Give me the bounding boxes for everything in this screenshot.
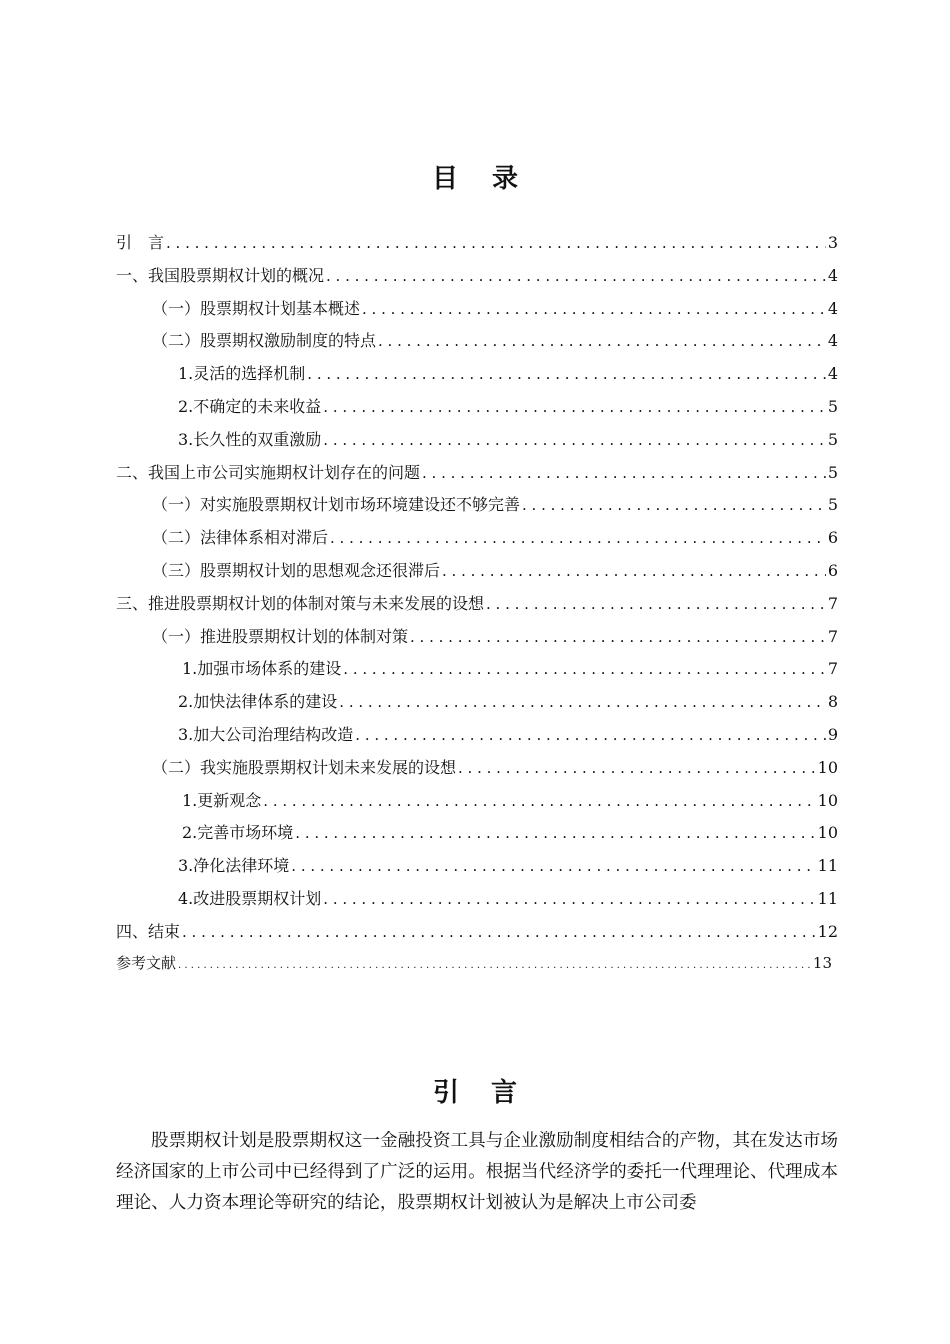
toc-leader-dots <box>323 398 826 416</box>
toc-entry-page: 10 <box>817 823 838 843</box>
toc-entry-text: （二）法律体系相对滞后 <box>152 528 329 548</box>
toc-leader-dots <box>326 267 826 285</box>
toc-entry-chapter-1[interactable] <box>116 263 838 296</box>
toc-entry-3-2-1[interactable] <box>116 788 838 821</box>
toc-title-char-2: 录 <box>492 164 519 194</box>
toc-title <box>0 158 950 195</box>
toc-leader-dots <box>178 960 811 971</box>
toc-entry-page: 9 <box>827 724 838 744</box>
toc-entry-text: 2.不确定的未来收益 <box>178 396 322 416</box>
toc-entry-page: 5 <box>827 462 838 482</box>
toc-entry-text: 1.灵活的选择机制 <box>178 364 306 384</box>
intro-heading <box>0 1072 950 1109</box>
intro-heading-char-1: 引 <box>432 1078 459 1108</box>
toc-entry-1-2-3[interactable] <box>116 427 838 460</box>
toc-entry-text: （一）股票期权计划基本概述 <box>152 298 361 318</box>
toc-entry-3-1-3[interactable] <box>116 722 838 755</box>
toc-leader-dots <box>166 234 826 252</box>
intro-paragraph: 股票期权计划是股票期权这一金融投资工具与企业激励制度相结合的产物，其在发达市场经济国家的上市公司中已经得到了广泛的运用。根据当代经济学的委托一代理理论、代理成本理论、人力资本理论等研究的结论，股票期权计划被认为是解决上市公司委 <box>116 1131 838 1213</box>
toc-entry-chapter-4[interactable] <box>116 919 838 952</box>
toc-entry-page: 13 <box>812 953 832 972</box>
toc-entry-1-1[interactable] <box>116 296 838 329</box>
toc-entry-text: 三、推进股票期权计划的体制对策与未来发展的设想 <box>116 593 485 613</box>
toc-leader-dots <box>362 300 826 318</box>
toc-entry-text: 3.加大公司治理结构改造 <box>178 724 354 744</box>
toc-leader-dots <box>339 693 826 711</box>
toc-entry-page: 3 <box>827 233 838 252</box>
toc-title-char-1: 目 <box>431 164 458 194</box>
toc-entry-3-1-1[interactable] <box>116 656 838 689</box>
toc-entry-intro[interactable] <box>116 230 838 263</box>
toc-entry-text: （一）推进股票期权计划的体制对策 <box>152 626 409 646</box>
toc-entry-3-1-2[interactable] <box>116 689 838 722</box>
toc-entry-page: 7 <box>827 626 838 646</box>
toc-entry-text: 四、结束 <box>116 921 181 941</box>
toc-entry-page: 4 <box>827 331 838 351</box>
toc-entry-page: 6 <box>827 560 838 580</box>
toc-leader-dots <box>486 595 826 613</box>
toc-entry-page: 12 <box>817 921 838 941</box>
toc-leader-dots <box>307 365 826 383</box>
toc-leader-dots <box>410 628 826 646</box>
toc-entry-1-2[interactable] <box>116 328 838 361</box>
toc-entry-page: 7 <box>827 593 838 613</box>
toc-entry-2-2[interactable] <box>116 525 838 558</box>
toc-entry-page: 6 <box>827 528 838 548</box>
toc-entry-page: 10 <box>817 790 838 810</box>
toc-leader-dots <box>323 890 815 908</box>
toc-entry-text: 2.完善市场环境 <box>182 823 294 843</box>
toc-leader-dots <box>442 562 826 580</box>
toc-entry-page: 4 <box>827 364 838 384</box>
toc-entry-page: 8 <box>827 692 838 712</box>
toc-leader-dots <box>522 496 826 514</box>
toc-entry-text: 一、我国股票期权计划的概况 <box>116 265 325 285</box>
toc-leader-dots <box>458 759 816 777</box>
toc-entry-page: 11 <box>817 888 838 908</box>
toc-entry-text: （二）股票期权激励制度的特点 <box>152 331 377 351</box>
toc-entry-text: 1.更新观念 <box>182 790 262 810</box>
toc-entry-text: 参考文献 <box>116 953 177 972</box>
toc-entry-text: 4.改进股票期权计划 <box>178 888 322 908</box>
toc-leader-dots <box>330 529 826 547</box>
toc-entry-page: 10 <box>817 757 838 777</box>
toc-leader-dots <box>378 332 826 350</box>
toc-entry-text: 二、我国上市公司实施期权计划存在的问题 <box>116 462 421 482</box>
toc-entry-chapter-2[interactable] <box>116 460 838 493</box>
toc-entry-page: 7 <box>827 659 838 679</box>
toc-entry-2-1[interactable] <box>116 492 838 525</box>
toc-leader-dots <box>323 431 826 449</box>
toc-entry-text: （一）对实施股票期权计划市场环境建设还不够完善 <box>152 495 521 515</box>
toc-entry-3-2-4[interactable] <box>116 886 838 919</box>
toc-entry-text: 3.长久性的双重激励 <box>178 429 322 449</box>
toc-leader-dots <box>355 726 826 744</box>
toc-entry-text: （二）我实施股票期权计划未来发展的设想 <box>152 757 457 777</box>
toc-entry-page: 5 <box>827 429 838 449</box>
toc-entry-3-2[interactable] <box>116 755 838 788</box>
toc-entry-1-2-1[interactable] <box>116 361 838 394</box>
toc-entry-2-3[interactable] <box>116 558 838 591</box>
toc-leader-dots <box>422 464 826 482</box>
toc-entry-3-2-2[interactable] <box>116 820 838 853</box>
toc-entry-chapter-3[interactable] <box>116 591 838 624</box>
toc-entry-text: 2.加快法律体系的建设 <box>178 692 338 712</box>
toc-entry-text: （三）股票期权计划的思想观念还很滞后 <box>152 560 441 580</box>
toc-leader-dots <box>343 660 826 678</box>
toc-leader-dots <box>263 792 815 810</box>
toc-entry-page: 5 <box>827 396 838 416</box>
toc-entry-page: 4 <box>827 265 838 285</box>
toc-leader-dots <box>291 857 815 875</box>
toc-leader-dots <box>295 824 815 842</box>
toc-entry-page: 5 <box>827 495 838 515</box>
table-of-contents <box>116 230 838 984</box>
toc-entry-references[interactable] <box>116 952 838 985</box>
toc-entry-1-2-2[interactable] <box>116 394 838 427</box>
toc-entry-text: 3.净化法律环境 <box>178 856 290 876</box>
toc-entry-3-1[interactable] <box>116 624 838 657</box>
toc-entry-text: 引 言 <box>116 233 165 252</box>
toc-entry-page: 11 <box>817 856 838 876</box>
intro-heading-char-2: 言 <box>491 1078 518 1108</box>
toc-entry-page: 4 <box>827 298 838 318</box>
toc-leader-dots <box>182 923 816 941</box>
toc-entry-text: 1.加强市场体系的建设 <box>182 659 342 679</box>
toc-entry-3-2-3[interactable] <box>116 853 838 886</box>
